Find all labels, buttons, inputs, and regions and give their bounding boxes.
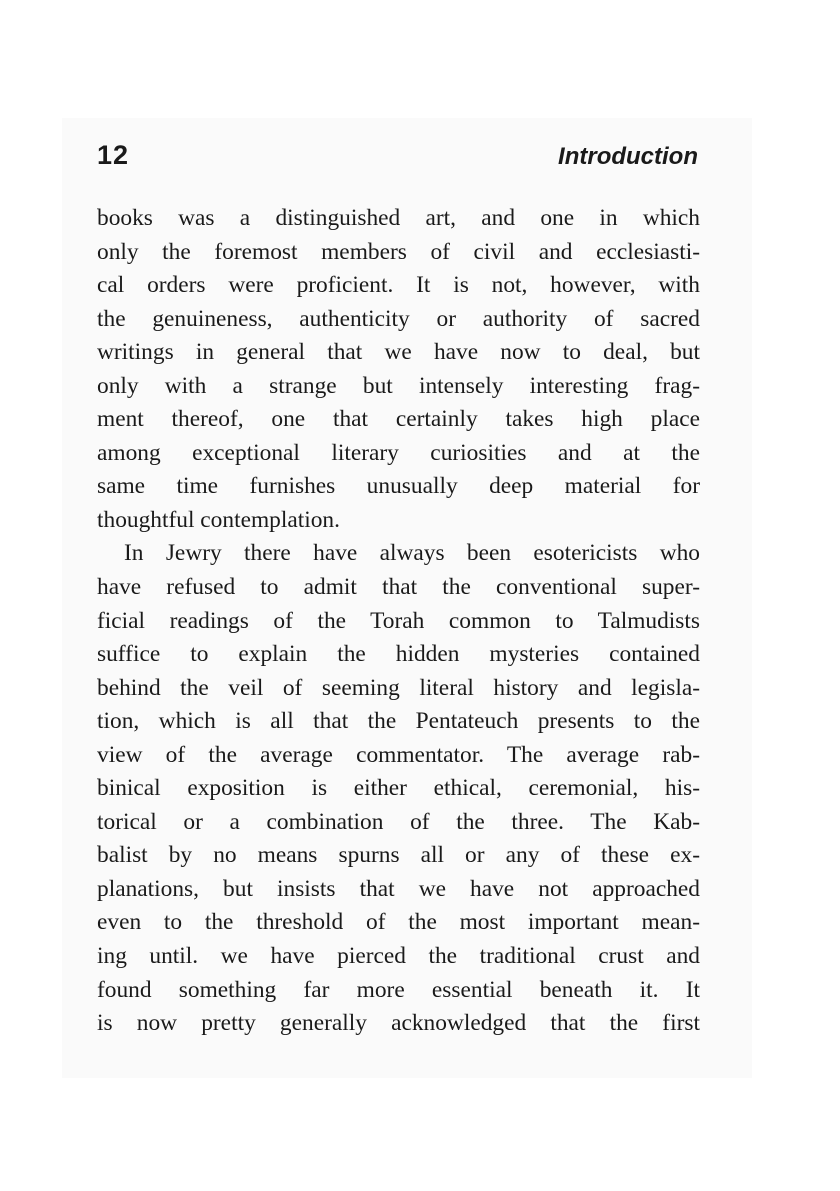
text-line: have refused to admit that the conventional super- (97, 574, 700, 601)
text-line: binical exposition is either ethical, ceremonial, his- (97, 775, 700, 802)
text-line: cal orders were proficient. It is not, however, with (97, 272, 700, 299)
text-line: ficial readings of the Torah common to Talmudists (97, 607, 700, 634)
text-line: even to the threshold of the most important mean- (97, 909, 700, 936)
text-line: behind the veil of seeming literal history and legisla- (97, 674, 700, 701)
text-line: ment thereof, one that certainly takes high place (97, 406, 700, 433)
text-line: thoughtful contemplation. (97, 506, 340, 533)
paragraph-1 (97, 202, 700, 537)
text-line: is now pretty generally acknowledged that the first (97, 1010, 700, 1037)
paragraph-2 (97, 537, 700, 1040)
text-line: view of the average commentator. The average rab- (97, 741, 700, 768)
text-line: the genuineness, authenticity or authority of sacred (97, 305, 700, 332)
text-line: tion, which is all that the Pentateuch presents to the (97, 708, 700, 735)
text-line: found something far more essential beneath it. It (97, 976, 700, 1003)
text-line: writings in general that we have now to deal, but (97, 339, 700, 366)
text-line: only the foremost members of civil and ecclesiasti- (97, 238, 700, 265)
text-line: suffice to explain the hidden mysteries contained (97, 641, 700, 668)
text-line: torical or a combination of the three. The Kab- (97, 808, 700, 835)
text-line: planations, but insists that we have not approached (97, 875, 700, 902)
text-line: In Jewry there have always been esotericists who (124, 540, 700, 567)
text-line: balist by no means spurns all or any of these ex- (97, 842, 700, 869)
text-line: books was a distinguished art, and one in which (97, 205, 700, 231)
text-line: among exceptional literary curiosities and at the (97, 439, 700, 466)
running-head: Introduction (558, 143, 698, 170)
text-line: same time furnishes unusually deep material for (97, 473, 700, 500)
page-number: 12 (97, 140, 130, 170)
text-line: ing until. we have pierced the traditional crust and (97, 943, 700, 970)
body-text (97, 202, 700, 1041)
text-line: only with a strange but intensely interesting frag- (97, 372, 700, 399)
